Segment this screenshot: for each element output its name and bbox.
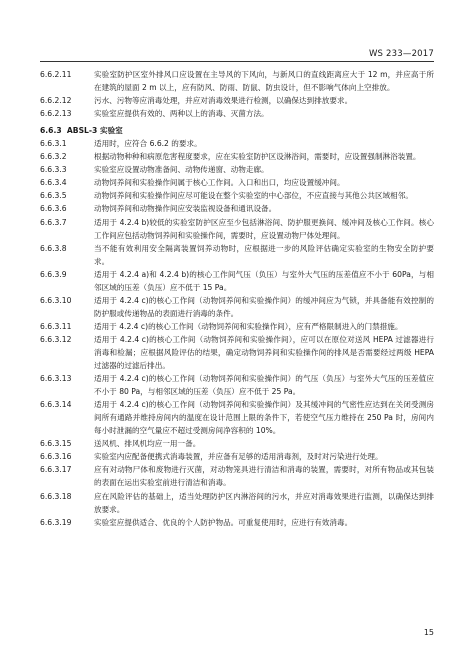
page-content [40, 68, 434, 529]
clause-text: 适用于 4.2.4 b)较低的实验室防护区应至少包括淋浴间、防护服更换间、缓冲间及核心工作间。核心工作间应包括动物饲养间和实验操作间，需要时，应设置动物尸体处理间。 [94, 217, 434, 240]
clause-text: 送风机、排风机均应一用一备。 [94, 439, 201, 449]
clause-number: 6.6.2.12 [40, 96, 72, 106]
clause-item [40, 516, 434, 529]
clause-text: 动物饲养间和动物操作间应安装监视设备和通讯设备。 [94, 204, 277, 214]
clause-text: 实验室应提供有效的、两种以上的消毒、灭菌方法。 [94, 109, 269, 119]
clause-item [40, 437, 434, 450]
clause-text: 适用于 4.2.4 c)的核心工作间（动物饲养间和实验操作间）及其缓冲间的气密性应达到在关闭受测房间所有通路并维持房间内的温度在设计范围上限的条件下，若使空气压力维持在 250 Pa 时，房间内每小时泄漏的空气量应不超过受测房间净容积的 10%。 [94, 400, 434, 436]
header-rule [40, 61, 434, 62]
section-title: ABSL-3 实验室 [66, 126, 123, 136]
clause-item [40, 94, 434, 107]
clause-item [40, 294, 434, 320]
clause-number: 6.6.3.4 [40, 178, 67, 188]
clause-text: 污水、污物等应消毒处理，并应对消毒效果进行检测，以确保达到排放要求。 [94, 96, 353, 106]
clause-number: 6.6.3.15 [40, 439, 72, 449]
clause-text: 动物饲养间和实验操作间属于核心工作间。入口和出口，均应设置缓冲间。 [94, 178, 345, 188]
clause-number: 6.6.3.16 [40, 452, 72, 462]
clause-number: 6.6.2.11 [40, 70, 72, 79]
clause-text: 实验室应设置动物准备间、动物传递窗、动物走廊。 [94, 165, 269, 175]
clause-item [40, 68, 434, 94]
clause-item [40, 150, 434, 163]
clause-text: 适用于 4.2.4 c)的核心工作间（动物饲养间和实验操作间）的气压（负压）与室外大气压的压差值应不小于 80 Pa，与相邻区域的压差（负压）应不低于 25 Pa。 [94, 374, 434, 397]
clause-text: 应在风险评估的基础上，适当处理防护区内淋浴间的污水，并应对消毒效果进行监测，以确保达到排放要求。 [94, 491, 434, 514]
clause-text: 适用于 4.2.4 c)的核心工作间（动物饲养间和实验操作间）的缓冲间应为气锁，并具备能有效控制的防护服或传递物品的表面进行消毒的条件。 [94, 295, 434, 318]
clause-item [40, 242, 434, 268]
clause-text: 实验室防护区室外排风口应设置在主导风的下风向，与新风口的直线距离应大于 12 m，并应高于所在建筑的屋面 2 m 以上，应有防风、防雨、防鼠、防虫设计，但不影响气体向上空排放。 [94, 70, 434, 93]
clause-number: 6.6.2.13 [40, 109, 72, 119]
clause-text: 实验室内应配备便携式消毒装置，并应备有足够的适用消毒剂，及时对污染进行处理。 [94, 452, 383, 462]
section-heading [40, 124, 434, 137]
clause-number: 6.6.3.9 [40, 269, 67, 279]
clause-number: 6.6.3.14 [40, 400, 72, 410]
clause-item [40, 216, 434, 242]
clause-number: 6.6.3.7 [40, 217, 67, 227]
clause-text: 当不能有效利用安全隔离装置饲养动物时，应根据进一步的风险评估确定实验室的生物安全防护要求。 [94, 243, 434, 266]
clause-item [40, 189, 434, 202]
clause-number: 6.6.3.10 [40, 295, 72, 305]
clause-item [40, 320, 434, 333]
clause-number: 6.6.3.8 [40, 243, 67, 253]
clause-item [40, 107, 434, 120]
clause-item [40, 137, 434, 150]
clause-text: 根据动物种种和病原危害程度要求，应在实验室防护区设淋浴间，需要时，应设置强制淋浴装置。 [94, 152, 421, 162]
clause-number: 6.6.3.19 [40, 517, 72, 527]
clause-number: 6.6.3.17 [40, 465, 72, 475]
clause-text: 适用于 4.2.4 a)和 4.2.4 b)的核心工作间气压（负压）与室外大气压的压差值应不小于 60Pa，与相邻区域的压差（负压）应不低于 15 Pa。 [94, 269, 434, 292]
clause-text: 适用时，应符合 6.6.2 的要求。 [94, 139, 202, 149]
clause-number: 6.6.3.3 [40, 165, 67, 175]
clause-item [40, 372, 434, 398]
clause-number: 6.6.3.1 [40, 139, 67, 149]
clause-number: 6.6.3.12 [40, 334, 72, 344]
clause-text: 应有对动物尸体和废物进行灭菌，对动物笼具进行清洁和消毒的装置，需要时，对所有物品或其包装的表面在运出实验室前进行清洁和消毒。 [94, 465, 434, 488]
clause-number: 6.6.3.13 [40, 374, 72, 384]
clause-item [40, 333, 434, 372]
document-code-header: WS 233—2017 [368, 49, 434, 59]
clause-number: 6.6.3.6 [40, 204, 67, 214]
clause-item [40, 163, 434, 176]
clause-item [40, 463, 434, 489]
clause-item [40, 490, 434, 516]
clause-item [40, 398, 434, 437]
section-number: 6.6.3 [40, 126, 62, 136]
clause-list-6-6-3 [40, 137, 434, 528]
clause-item [40, 202, 434, 215]
clause-list-6-6-2 [40, 68, 434, 120]
clause-text: 适用于 4.2.4 c)的核心工作间（动物饲养间和实验操作间），应有严格限制进入的门禁措施。 [94, 321, 403, 331]
clause-item [40, 268, 434, 294]
clause-number: 6.6.3.2 [40, 152, 67, 162]
clause-number: 6.6.3.5 [40, 191, 67, 201]
clause-number: 6.6.3.11 [40, 321, 72, 331]
clause-item [40, 450, 434, 463]
clause-number: 6.6.3.18 [40, 491, 72, 501]
clause-item [40, 176, 434, 189]
page-number: 15 [423, 628, 434, 637]
clause-text: 适用于 4.2.4 c)的核心工作间（动物饲养间和实验操作间），应可以在原位对送风 HEPA 过滤器进行消毒和检漏；应根据风险评估的结果，确定动物饲养间和实验操作间的排风是否需要经过两级 HEPA 过滤器的过滤后排出。 [94, 334, 434, 371]
clause-text: 动物饲养间和实验操作间应尽可能设在整个实验室的中心部位，不应直接与其他公共区域相邻。 [94, 191, 413, 201]
clause-text: 实验室应提供适合、优良的个人防护物品。可重复使用时，应进行有效消毒。 [94, 517, 353, 527]
